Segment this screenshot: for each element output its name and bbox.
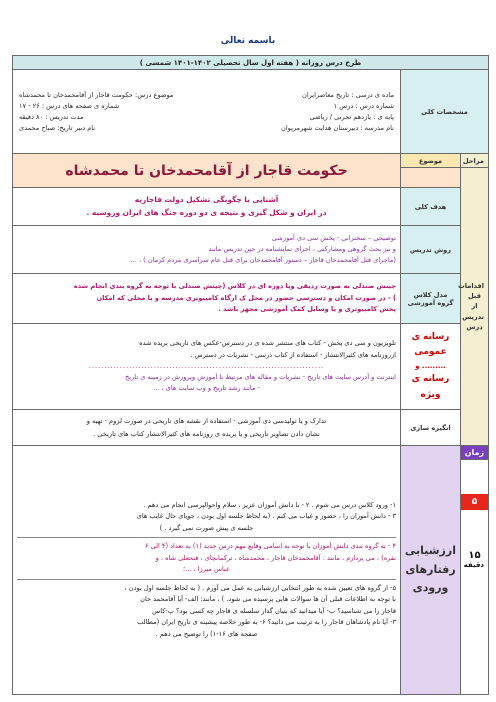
plan-title: طرح درس روزانه ( هفته اول سال تحصیلی ۱۴۰۲-۱۴۰۱ شمسی ): [13, 56, 489, 70]
class-model-label: مدل کلاس گروه آموزشی: [401, 274, 461, 324]
pages-text: شماره ی صفحه های درس : ۲۶ - ۱۷: [19, 102, 120, 110]
teacher-text: نام دبیر تاریخ: صباح محمدی: [19, 124, 96, 132]
motivation-text: تدارک و یا تولیدسی دی آموزشی - استفاده از نقشه های تاریخی در صورت لزوم - تهیه و نشان دادن تصاویر تاریخی و یا بریده ی روزنامه های کثیرالانتشار کتاب های تاریخی .: [13, 410, 401, 446]
method-text: توضیحی – سخنرانی - پخش سی دی آموزشی و نیز بحث گروهی ومشارکتی ، اجرای نمایشنامه در حین تدریس مانند (ماجرای قتل آقامحمدخان قاجار – دستور آقامحمدخان برای قتل عام سراسری مردم کرمان ) ، ...: [13, 226, 401, 274]
time-value: ۵: [461, 494, 488, 510]
media-label: رسانه ی عمومی ......... و رسانه ی ویژه: [401, 324, 461, 410]
school-text: نام مدرسه : دبیرستان هدایت شهرمریوان: [281, 124, 394, 132]
media-text: تلویزیون و سی دی پخش - کتاب های منتشر شده ی در دسترس-عکس های تاریخی بریده شده ازروزنامه های کثیرالانتشار - استفاده از کتاب درسی - نشریات در دسترس . ............................................................................ اینترنت و آدرس سایت های تاریخ - نشریات و مقاله های مرتبط با آموزش وپرورش در زمینه ی تاریخ - مانند رشد تاریخ و وب سایت های ، ...: [13, 324, 401, 410]
lesson-number-text: شماره درس : درس ۱: [333, 102, 394, 110]
evaluation-duration: ۵ ۱۵ دقیقه: [461, 460, 489, 695]
evaluation-text: ۱- ورود کلاس درس می شوم . ۲ - با دانش آموزان عزیز ، سلام واحوالپرسی انجام می دهم . ۳ - دانش آموزان را ، حضور و غیاب می کنم . (به لحاظ جلسه اول بودن ، جویای حال غایب های جلسه ی پیش صورت نمی گیرد . ) ۴ - به گروه بندی دانش آموزان با توجه به اسامی وقایع مهم درس جدید (۱) به تعداد (۴ الی ۶ نفره) ، می پردازم ، مانند : آقامحمدخان قاجار ، محمدشاه ، ترکمانچای ، فتحعلی شاه ، و عباس میرزا ، ...؛ ۵- از گروه های تعیین شده به طور انتخابی ارزشیابی به عمل می آورم . ( به لحاظ جلسه اول بودن ، با توجه به اطلاعات قبلی آن ها سوالات هایی پرسیده می شود. ) ، مانند: الف- آیا آقامحمد خان قاجار را می شناسید؟ ب- آیا میدانید که بنیان گذار سلسله ی قاجار چه کسی بود؟ پ-کاس ۳- آیا نام پادشاهان قاجار را به ترتیب می دانید؟ ۶- به طور خلاصه پیشینه ی تاریخ ایران (مطالب صفحه های ۱۶-۱) را توضیح می دهم .: [13, 446, 401, 695]
stages-header: مراحل: [461, 154, 489, 168]
lesson-heading-cell: [13, 154, 401, 188]
goal-text: آشنایی با چگونگی تشکیل دولت قاجاریه در ایران و شکل گیری و نتیجه ی دو دوره جنگ های ایران وروسیه .: [13, 188, 401, 226]
time-label: زمان: [461, 446, 489, 460]
evaluation-label: ارزشیابی رفتارهای ورودی: [401, 446, 461, 695]
general-info-label: مشخصات کلی: [401, 70, 489, 154]
general-info-box: [13, 70, 401, 154]
class-model-text: چینش صندلی به صورت ردیفی ویا دوره ای در کلاس (چینش صندلی با توجه به گروه بندی انجام شده ) - در صورت امکان و دسترسی حضور در محل ک ارگاه کامپیوتری مدرسه و یا محلی که امکان پخش کامپیوتری و یا وسایل کمک آموزشی مجهز باشد .: [13, 274, 401, 324]
lesson-heading: حکومت قاجار از آقامحمدخان تا محمدشاه: [65, 162, 348, 179]
heading-spacer: [401, 168, 461, 188]
method-label: روش تدریس: [401, 226, 461, 274]
pre-teaching-steps: اقدامات قبل از تدریس درس: [461, 168, 489, 446]
topic-text: موضوع درس: حکومت قاجار از آقامحمدخان تا محمدشاه: [19, 91, 174, 99]
goal-label: هدف کلی: [401, 188, 461, 226]
topic-header: موضوع: [401, 154, 461, 168]
basmala-heading: باسمه تعالی: [220, 36, 276, 46]
subject-text: ماده ی درسی : تاریخ معاصرایران: [302, 91, 394, 99]
grade-text: پایه ی : یازدهم تجربی / ریاضی: [309, 113, 394, 121]
lesson-plan-table: [12, 55, 489, 695]
motivation-label: انگیزه سازی: [401, 410, 461, 446]
duration-text: مدت تدریس : ۸۰ دقیقه: [19, 113, 84, 121]
